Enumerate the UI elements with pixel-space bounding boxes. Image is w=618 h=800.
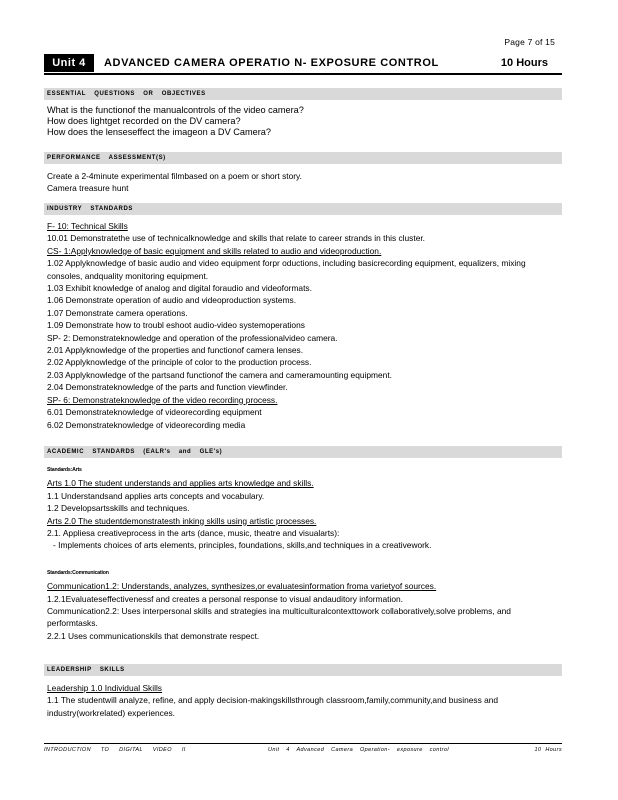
unit-label: Unit 4 (44, 54, 94, 72)
standard-item: 1.09 Demonstrate how to troubl eshoot audio-video systemoperations (47, 320, 305, 331)
standard-item: SP- 2: Demonstrateknowledge and operation of the professionalvideo camera. (47, 332, 338, 343)
essential-question: What is the functionof the manualcontrols of the video camera? (47, 105, 304, 115)
page-footer (44, 743, 562, 753)
performance-assessment-heading: PERFORMANCE ASSESSMENT(S) (44, 152, 562, 164)
standard-sub-item: - Implements choices of arts elements, principles, foundations, skills,and techniques in a creativework. (53, 540, 432, 551)
academic-standards-heading: ACADEMIC STANDARDS (EALR's and GLE's) (44, 446, 562, 458)
footer-course: INTRODUCTION TO DIGITAL VIDEO II (44, 747, 186, 753)
standard-item: Communication2.2: Uses interpersonal skills and strategies ina multiculturalcontexttowork collaboratively,solve problems, and performtasks. (47, 606, 511, 629)
communication-standards-label: Standards:Communication (47, 569, 109, 576)
essential-questions-list (47, 105, 559, 138)
arts-standards-label: Standards:Arts (47, 467, 82, 473)
standard-item: 1.07 Demonstrate camera operations. (47, 307, 188, 318)
standard-item: 1.02 Applyknowledge of basic audio and video equipment forpr oductions, including basicrecording equipment, equalizers, mixing consoles, andquality monitoring equipment. (47, 258, 526, 281)
assessment-item: Create a 2-4minute experimental filmbased on a poem or short story. (47, 171, 302, 181)
assessment-item: Camera treasure hunt (47, 183, 129, 194)
standard-item: 2.1. Appliesa creativeprocess in the arts (dance, music, theatre and visualarts): (47, 528, 340, 539)
standard-item: 2.04 Demonstrateknowledge of the parts and function viewfinder. (47, 382, 288, 393)
essential-question: How does the lenseseffect the imageon a DV Camera? (47, 127, 272, 137)
standard-item: 6.02 Demonstrateknowledge of videorecording media (47, 419, 246, 430)
standard-item: 1.2 Developsartsskills and techniques. (47, 503, 190, 514)
page-number: Page 7 of 15 (504, 37, 555, 47)
standard-group-title: Leadership 1.0 Individual Skills (47, 683, 162, 693)
performance-assessment-list (47, 170, 559, 195)
leadership-skills-heading: LEADERSHIP SKILLS (44, 664, 562, 676)
standard-item: 1.1 Understandsand applies arts concepts and vocabulary. (47, 490, 265, 501)
standard-group-title: Arts 2.0 The studentdemonstratesth inking skills using artistic processes. (47, 515, 317, 526)
standard-item: 2.2.1 Uses communicationskils that demonstrate respect. (47, 630, 260, 641)
essential-questions-heading: ESSENTIAL QUESTIONS OR OBJECTIVES (44, 88, 562, 100)
standard-item: 1.03 Exhibit knowledge of analog and digital foraudio and videoformats. (47, 283, 312, 294)
leadership-skills-list (47, 682, 559, 719)
standard-group-title: SP- 6: Demonstrateknowledge of the video recording process. (47, 394, 278, 405)
academic-standards-list (47, 462, 559, 642)
unit-title: ADVANCED CAMERA OPERATIO N- EXPOSURE CONTROL (104, 57, 439, 69)
footer-unit: Unit 4 Advanced Camera Operation- exposure control (268, 747, 449, 753)
essential-question: How does lightget recorded on the DV camera? (47, 116, 241, 126)
standard-item: 2.01 Applyknowledge of the properties and functionof camera lenses. (47, 345, 304, 356)
unit-hours: 10 Hours (500, 57, 548, 69)
standard-group-title: F- 10: Technical Skills (47, 221, 128, 231)
industry-standards-list (47, 220, 559, 431)
standard-group-title: CS- 1:Applyknowledge of basic equipment and skills related to audio and videoproduction. (47, 245, 382, 256)
standard-item: 2.03 Applyknowledge of the partsand functionof the camera and cameramounting equipment. (47, 369, 392, 380)
standard-item: 1.06 Demonstrate operation of audio and videoproduction systems. (47, 295, 297, 306)
unit-header (44, 53, 562, 75)
standard-item: 1.1 The studentwill analyze, refine, and apply decision-makingskillsthrough classroom,family,community,and business and industry(workrelated) experiences. (47, 695, 499, 718)
standard-item: 6.01 Demonstrateknowledge of videorecording equipment (47, 407, 262, 418)
standard-group-title: Communication1.2: Understands, analyzes, synthesizes,or evaluatesinformation froma varietyof sources. (47, 581, 437, 592)
standard-item: 10.01 Demonstratethe use of technicalknowledge and skills that relate to career strands in this cluster. (47, 233, 426, 244)
industry-standards-heading: INDUSTRY STANDARDS (44, 203, 562, 215)
standard-item: 1.2.1Evaluateseffectivenessf and creates a personal response to visual andauditory information. (47, 593, 403, 604)
standard-item: 2.02 Applyknowledge of the principle of color to the production process. (47, 357, 312, 368)
footer-hours: 10 Hours (534, 747, 562, 753)
standard-group-title: Arts 1.0 The student understands and applies arts knowledge and skills. (47, 478, 314, 489)
